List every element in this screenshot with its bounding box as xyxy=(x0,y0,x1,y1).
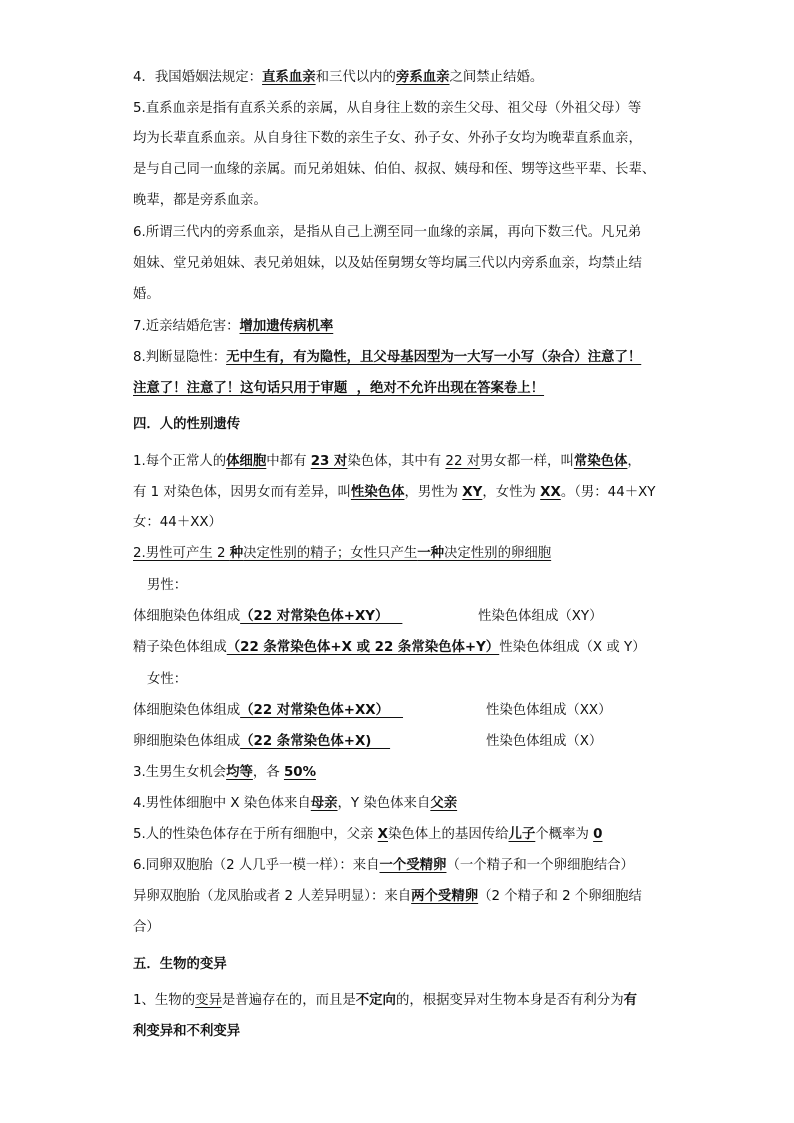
section-heading xyxy=(133,415,693,435)
text-segment: 1.每个正常人的 xyxy=(133,454,227,469)
text-segment: 体细胞染色体组成 xyxy=(133,703,241,718)
text-segment: 不定向 xyxy=(355,993,396,1008)
text-segment: 4．我国婚姻法规定： xyxy=(133,70,263,85)
text-line xyxy=(133,856,693,876)
text-segment: 合） xyxy=(133,920,160,935)
text-segment: 性染色体组成（X 或 Y） xyxy=(499,640,646,655)
text-line xyxy=(133,191,693,211)
text-segment: 晚辈，都是旁系血亲。 xyxy=(133,193,267,208)
text-segment: XX xyxy=(540,485,561,500)
text-line xyxy=(147,670,707,690)
text-line xyxy=(133,254,693,274)
text-segment: 性染色体 xyxy=(350,485,405,500)
text-segment: 均等 xyxy=(226,765,253,780)
text-line xyxy=(133,1022,693,1042)
text-segment: 母亲 xyxy=(310,796,338,811)
text-segment: XY xyxy=(462,485,483,500)
text-segment: 父亲 xyxy=(430,796,458,811)
text-segment: 2.男性可产生 2 xyxy=(133,546,230,561)
text-segment: （一个精子和一个卵细胞结合） xyxy=(446,858,634,873)
text-line xyxy=(133,825,693,845)
text-line xyxy=(133,887,693,907)
text-segment: 0 xyxy=(593,827,603,842)
text-segment: 体细胞 xyxy=(226,454,267,469)
text-segment: 染色体上的基因传给 xyxy=(388,827,509,842)
text-line xyxy=(133,732,693,752)
sex-chromosome-note: 性染色体组成（XY） xyxy=(478,609,603,624)
text-segment: 无中生有，有为隐性，且父母基因型为一大写一小写（杂合）注意了！ xyxy=(226,350,642,365)
sex-chromosome-note: 性染色体组成（X） xyxy=(486,734,603,749)
text-line xyxy=(133,223,693,243)
text-line xyxy=(147,576,707,596)
text-segment: 6.所谓三代内的旁系血亲，是指从自己上溯至同一血缘的亲属，再向下数三代。凡兄弟 xyxy=(133,225,642,240)
text-segment: 女：44＋XX） xyxy=(133,515,222,530)
text-segment: ，Y 染色体来自 xyxy=(337,796,431,811)
text-segment: 婚。 xyxy=(133,287,160,302)
text-segment: 有 1 对染色体，因男女而有差异，叫 xyxy=(133,485,351,500)
text-segment: 四．人的性别遗传 xyxy=(133,417,241,432)
text-line xyxy=(133,452,693,472)
text-segment: 是普遍存在的，而且是 xyxy=(221,993,356,1008)
text-segment: （2 个精子和 2 个卵细胞结 xyxy=(478,889,642,904)
text-segment: 常染色体 xyxy=(573,454,628,469)
text-segment: 体细胞染色体组成 xyxy=(133,609,241,624)
text-segment: 异卵双胞胎（龙凤胎或者 2 人差异明显）：来自 xyxy=(133,889,412,904)
text-segment: （22 对常染色体+XY） xyxy=(240,609,403,624)
text-segment: ，男性为 xyxy=(404,485,463,500)
text-line xyxy=(133,160,693,180)
text-segment: 精子染色体组成 xyxy=(133,640,227,655)
text-line xyxy=(133,285,693,305)
section-heading xyxy=(133,955,693,975)
text-segment: 8.判断显隐性： xyxy=(133,350,227,365)
text-segment: 一种 xyxy=(417,546,445,561)
text-segment: ，女性为 xyxy=(482,485,541,500)
text-segment: ，各 xyxy=(252,765,284,780)
text-line xyxy=(133,607,693,627)
text-segment: 4.男性体细胞中 X 染色体来自 xyxy=(133,796,311,811)
text-segment: 一个受精卵 xyxy=(379,858,447,873)
text-segment: 23 对 xyxy=(310,454,348,469)
text-segment: 决定性别的卵细胞 xyxy=(444,546,552,561)
text-segment: 和三代以内的 xyxy=(315,70,396,85)
text-line xyxy=(133,99,693,119)
text-line xyxy=(133,763,693,783)
text-segment: 旁系血亲 xyxy=(395,70,450,85)
text-line xyxy=(133,68,693,88)
text-line xyxy=(133,794,693,814)
text-segment: 均为长辈直系血亲。从自身往下数的亲生子女、孙子女、外孙子女均为晚辈直系血亲， xyxy=(133,131,642,146)
text-segment: 儿子 xyxy=(508,827,536,842)
text-segment: 50% xyxy=(283,765,317,780)
text-segment: 直系血亲 xyxy=(262,70,316,85)
text-segment: 7.近亲结婚危害： xyxy=(133,319,240,334)
text-segment: 种 xyxy=(229,546,244,561)
text-line xyxy=(133,379,693,399)
text-segment: ， xyxy=(627,454,641,469)
text-segment: 3.生男生女机会 xyxy=(133,765,227,780)
text-segment: 6.同卵双胞胎（2 人几乎一模一样）：来自 xyxy=(133,858,380,873)
text-segment: 变异 xyxy=(195,993,222,1008)
text-segment: 决定性别的精子；女性只产生 xyxy=(243,546,418,561)
text-segment: 利变异和不利变异 xyxy=(133,1024,241,1039)
text-segment: （22 条常染色体+X 或 22 条常染色体+Y） xyxy=(226,640,500,655)
text-segment: 女性： xyxy=(147,672,188,687)
text-segment: 22 对 xyxy=(445,454,481,469)
text-segment: 两个受精卵 xyxy=(411,889,479,904)
text-segment: 5.直系血亲是指有直系关系的亲属，从自身往上数的亲生父母、祖父母（外祖父母）等 xyxy=(133,101,642,116)
text-segment: 的，根据变异对生物本身是否有利分为 xyxy=(395,993,624,1008)
text-line xyxy=(133,129,693,149)
text-segment: 增加遗传病机率 xyxy=(239,319,334,334)
text-segment: 1、生物的 xyxy=(133,993,196,1008)
sex-chromosome-note: 性染色体组成（XX） xyxy=(486,703,612,718)
text-segment: 男女都一样，叫 xyxy=(480,454,574,469)
text-line xyxy=(133,918,693,938)
text-segment: 卵细胞染色体组成 xyxy=(133,734,241,749)
text-segment: X xyxy=(377,827,388,842)
text-line xyxy=(133,348,693,368)
text-line xyxy=(133,483,693,503)
text-segment: 中都有 xyxy=(266,454,311,469)
text-segment: 男性： xyxy=(147,578,188,593)
text-segment: 5.人的性染色体存在于所有细胞中，父亲 xyxy=(133,827,378,842)
text-line xyxy=(133,513,693,533)
text-segment: 染色体，其中有 xyxy=(347,454,446,469)
text-segment: 。（男：44＋XY xyxy=(560,485,656,500)
text-line xyxy=(133,701,693,721)
text-segment: 是与自己同一血缘的亲属。而兄弟姐妹、伯伯、叔叔、姨母和侄、甥等这些平辈、长辈、 xyxy=(133,162,656,177)
text-line xyxy=(133,638,693,658)
text-segment: 注意了！注意了！这句话只用于审题 ，绝对不允许出现在答案卷上！ xyxy=(133,381,545,396)
text-line xyxy=(133,317,693,337)
text-segment: 个概率为 xyxy=(535,827,594,842)
text-segment: 有 xyxy=(623,993,637,1008)
text-segment: （22 对常染色体+XX） xyxy=(240,703,404,718)
text-line xyxy=(133,991,693,1011)
text-segment: （22 条常染色体+X) xyxy=(240,734,391,749)
text-segment: 姐妹、堂兄弟姐妹、表兄弟姐妹，以及姑侄舅甥女等均属三代以内旁系血亲，均禁止结 xyxy=(133,256,642,271)
text-line xyxy=(133,544,693,564)
text-segment: 之间禁止结婚。 xyxy=(449,70,544,85)
text-segment: 五．生物的变异 xyxy=(133,957,227,972)
